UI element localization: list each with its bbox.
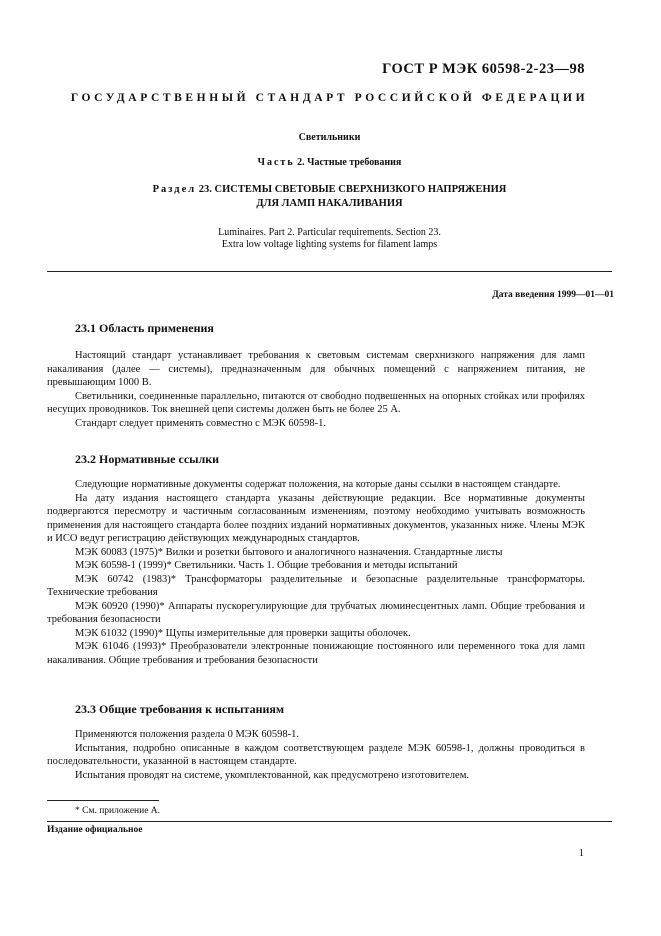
part-rest: 2. Частные требования [294, 157, 402, 168]
reference-item: МЭК 60598-1 (1999)* Светильники. Часть 1. Общие требования и методы испытаний [75, 560, 458, 571]
section-prefix: Раздел [152, 184, 197, 195]
tests-body [47, 728, 585, 782]
section-title-line2: ДЛЯ ЛАМП НАКАЛИВАНИЯ [256, 198, 403, 209]
references-body [47, 478, 585, 667]
paragraph: Светильники, соединенные параллельно, питаются от свободно подвешенных на опорных стойках или профилях несущих проводников. Ток внешней цепи системы должен быть не более 25 А. [47, 390, 585, 415]
scope-body [47, 349, 585, 430]
paragraph: Испытания проводят на системе, укомплектованной, как предусмотрено изготовителем. [75, 769, 469, 781]
paragraph: Настоящий стандарт устанавливает требования к световым системам сверхнизкого напряжения для ламп накаливания (далее — системы), предназначенным для обычных помещений с напряжением питания, не превышающим 1000 В. [47, 350, 585, 388]
heading-general-test-requirements: 23.3 Общие требования к испытаниям [75, 702, 285, 716]
footnote: * См. приложение А. [75, 806, 161, 816]
paragraph: Применяются положения раздела 0 МЭК 60598-1. [75, 729, 299, 740]
footnote-divider [47, 800, 159, 801]
reference-item: МЭК 61032 (1990)* Щупы измерительные для проверки защиты оболочек. [75, 627, 411, 639]
reference-item: МЭК 60920 (1990)* Аппараты пускорегулирующие для трубчатых люминесцентных ламп. Общие требования и требования безопасности [47, 600, 585, 625]
paragraph: На дату издания настоящего стандарта указаны действующие редакции. Все нормативные документы подвергаются пересмотру и частичным согласованным изменениям, поэтому необходимо учитывать возможность применения для настоящего стандарта более поздних изданий нормативных документов, указанных ниже. Члены МЭК и ИСО ведут регистрацию действующих международных стандартов. [47, 492, 585, 544]
paragraph: Следующие нормативные документы содержат положения, на которые даны ссылки в настоящем стандарте. [75, 479, 561, 490]
document-title: Светильники [298, 132, 361, 143]
header-divider [47, 271, 612, 272]
paragraph: Испытания, подробно описанные в каждом соответствующем разделе МЭК 60598-1, должны проводиться в последовательности, указанной в настоящем стандарте. [47, 742, 585, 767]
paragraph: Стандарт следует применять совместно с МЭК 60598-1. [75, 417, 326, 429]
standard-code: ГОСТ Р МЭК 60598-2-23—98 [382, 61, 585, 77]
heading-normative-references: 23.2 Нормативные ссылки [75, 452, 220, 466]
reference-item: МЭК 60083 (1975)* Вилки и розетки бытового и аналогичного назначения. Стандартные листы [75, 546, 503, 558]
reference-item: МЭК 60742 (1983)* Трансформаторы разделительные и безопасные разделительные трансформаторы. Технические требования [47, 573, 585, 598]
part-title [47, 157, 612, 168]
edition-divider [47, 821, 612, 822]
english-title: Luminaires. Part 2. Particular requirements. Section 23. Extra low voltage lighting systems for filament lamps [218, 227, 441, 250]
section-title-line1: Раздел 23. СИСТЕМЫ СВЕТОВЫЕ СВЕРХНИЗКОГО НАПРЯЖЕНИЯ [152, 184, 507, 195]
state-standard-title: ГОСУДАРСТВЕННЫЙ СТАНДАРТ РОССИЙСКОЙ ФЕДЕРАЦИИ [70, 92, 589, 104]
page-number: 1 [578, 848, 584, 859]
part-prefix: Часть [257, 157, 295, 168]
official-edition-label: Издание официальное [47, 825, 143, 835]
section-title [47, 183, 612, 211]
introduction-date: Дата введения 1999—01—01 [492, 290, 614, 300]
heading-scope: 23.1 Область применения [75, 321, 214, 335]
reference-item: МЭК 61046 (1993)* Преобразователи электронные понижающие постоянного или переменного тока для ламп накаливания. Общие требования и требования безопасности [47, 641, 585, 666]
